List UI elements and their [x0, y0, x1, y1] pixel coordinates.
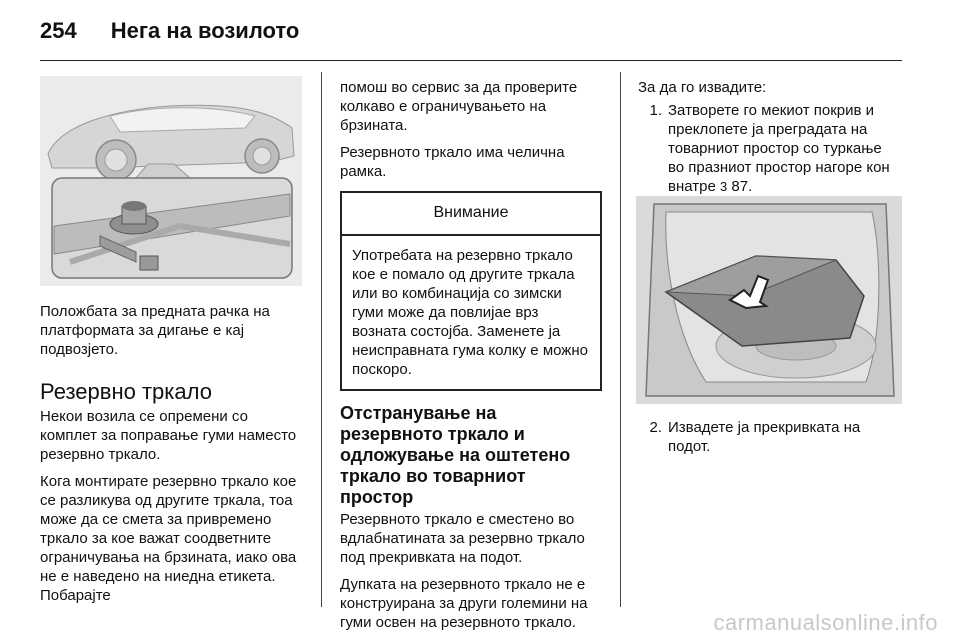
paragraph-spare-location: Резервното тркало е сместено во вдлабнатината за резервно тркало под прекривката на подот. [340, 511, 585, 566]
subsection-title-removal: Отстранување на резервното тркало и одложување на оштетено тркало во товарниот простор [340, 403, 571, 507]
column-3 [638, 78, 902, 202]
paragraph-well-size: Дупката на резервното тркало не е конструирана за други големини на гуми освен на резервното тркало. [340, 576, 588, 631]
list-item [638, 418, 902, 456]
paragraph-repair-kit: Некои возила се опремени со комплет за поправање гуми наместо резервно тркало. [40, 408, 297, 463]
page-title: Нега на возилото [110, 18, 300, 43]
page-number: 254 [40, 18, 77, 43]
trunk-partition-svg [636, 196, 902, 404]
column-1 [40, 302, 308, 613]
paragraph-speed-limit: помош во сервис за да проверите колкаво е ограничувањето на брзината. [340, 79, 578, 134]
step-number: 1. [649, 102, 662, 119]
step-text: Извадете ја прекривката на подот. [668, 419, 861, 455]
warning-title: Внимание [342, 193, 600, 236]
step-text: Затворете го мекиот покрив и преклопете ја преградата на товарниот простор со туркање во празниот простор нагоре кон внатре 3 87. [668, 102, 890, 195]
car-jack-point-illustration [40, 76, 302, 286]
page-header [40, 18, 299, 44]
page-reference-arrow-icon: 3 [720, 179, 728, 194]
step-number: 2. [649, 419, 662, 436]
watermark: carmanualsonline.info [713, 610, 938, 635]
steps-list-part1 [638, 101, 902, 196]
trunk-partition-illustration [636, 196, 902, 404]
steps-list-part2 [638, 418, 902, 456]
header-rule [40, 60, 902, 61]
warning-text: Употребата на резервно тркало кое е помало од другите тркала или во комбинација со зимски гуми може да повлијае врз возната состојба. Заменете ја неисправната гума колку е можно поскоро. [352, 247, 588, 378]
paragraph-temporary-wheel: Кога монтирате резервно тркало кое се разликува од другите тркала, тоа може да се смета за привремено тркало за кое важат соодветните ограничувања на брзината, иако ова не е наведено на ниедна етикета. Побарајте [40, 473, 297, 604]
steps-intro: За да го извадите: [638, 79, 767, 96]
section-title-spare-wheel: Резервно тркало [40, 379, 212, 404]
column-3-continued [638, 418, 902, 462]
warning-box [340, 191, 602, 391]
column-divider-1 [321, 72, 322, 607]
page-reference: 87. [731, 178, 753, 195]
car-jack-point-svg [40, 76, 302, 286]
column-2 [340, 78, 602, 640]
paragraph-steel-rim: Резервното тркало има челична рамка. [340, 144, 565, 180]
figure-caption: Положбата за предната рачка на платформата за дигање е кај подвозјето. [40, 303, 270, 358]
list-item [638, 101, 902, 196]
column-divider-2 [620, 72, 621, 607]
